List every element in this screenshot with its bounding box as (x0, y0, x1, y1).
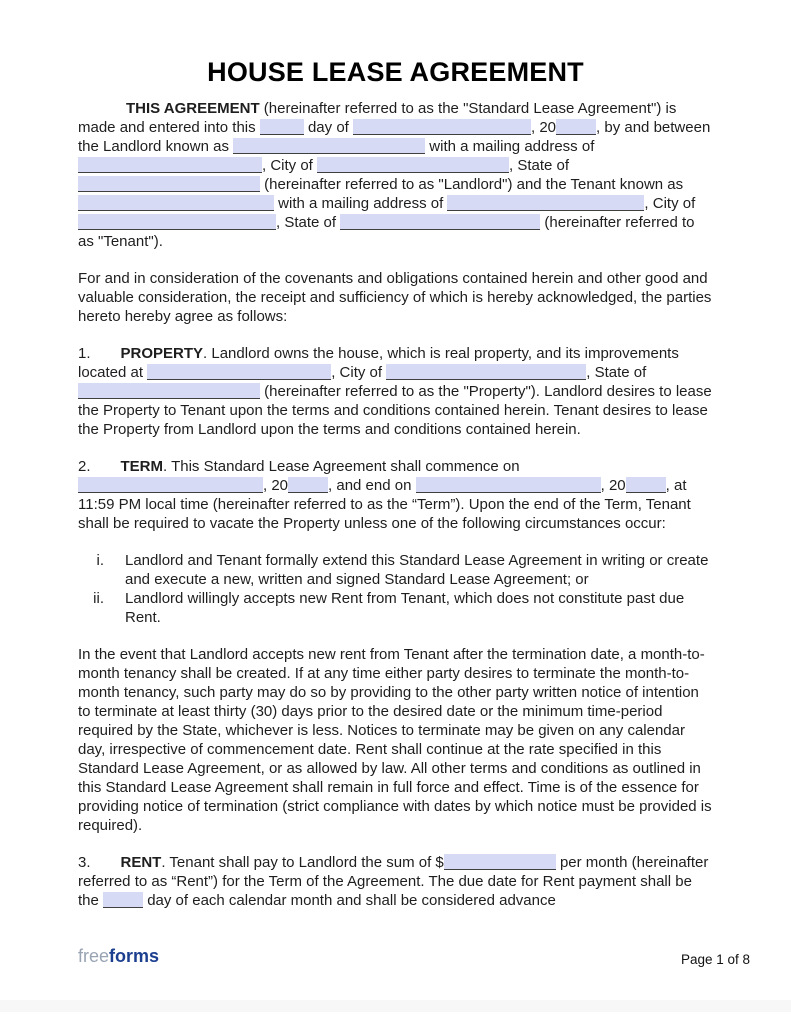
form-blank-field[interactable] (78, 195, 274, 211)
list-item (78, 589, 713, 627)
tab-space (91, 470, 121, 471)
consideration-paragraph: For and in consideration of the covenants and obligations contained herein and other good and valuable consideration, the receipt and sufficiency of which is hereby acknowledged, the parties hereto hereby agree as follows: (78, 270, 712, 325)
term-circumstances-list (78, 551, 713, 627)
bold-text: PROPERTY (120, 345, 204, 362)
document-title: HOUSE LEASE AGREEMENT (207, 57, 584, 87)
form-blank-field[interactable] (260, 119, 304, 135)
form-blank-field[interactable] (626, 477, 666, 493)
bold-text: THIS AGREEMENT (126, 100, 260, 117)
form-blank-field[interactable] (78, 214, 276, 230)
form-blank-field[interactable] (317, 157, 509, 173)
document-body (78, 99, 713, 910)
freeforms-logo (78, 946, 159, 966)
page-number-label: Page 1 of 8 (680, 952, 750, 967)
form-blank-field[interactable] (78, 157, 262, 173)
form-blank-field[interactable] (444, 854, 556, 870)
bold-text: TERM (120, 458, 164, 475)
section-3-rent: 3. RENT. Tenant shall pay to Landlord the sum of $ per month (hereinafter referred to as “Rent”) for the Term of the Agreement. The due date for Rent payment shall be the day of each calendar month and shall be considered advance (78, 854, 709, 909)
form-blank-field[interactable] (288, 477, 328, 493)
form-blank-field[interactable] (103, 892, 143, 908)
form-blank-field[interactable] (147, 364, 331, 380)
form-blank-field[interactable] (447, 195, 644, 211)
list-item-text: Landlord and Tenant formally extend this Standard Lease Agreement in writing or create and execute a new, written and signed Standard Lease Agreement; or (125, 552, 709, 588)
bold-text: RENT (120, 854, 162, 871)
tab-space (91, 357, 121, 358)
form-blank-field[interactable] (416, 477, 601, 493)
logo-word-free: free (78, 946, 110, 966)
form-blank-field[interactable] (78, 477, 263, 493)
form-blank-field[interactable] (353, 119, 531, 135)
section-2-term: 2. TERM. This Standard Lease Agreement shall commence on , 20 , and end on , 20 , at 11:59 PM local time (hereinafter referred to as the “Term”). Upon the end of the Term, Tenant shall be required to vacate the Property unless one of the following circumstances occur: (78, 458, 691, 532)
section-1-property: 1. PROPERTY. Landlord owns the house, which is real property, and its improvements located at , City of , State of (hereinafter referred to as the "Property"). Landlord desires to lease the Property to Tenant upon the terms and conditions contained herein. Tenant desires to lease the Property from Landlord upon the terms and conditions contained herein. (78, 345, 712, 438)
form-blank-field[interactable] (78, 383, 260, 399)
list-item-text: Landlord willingly accepts new Rent from Tenant, which does not constitute past due Rent. (125, 590, 685, 626)
month-to-month-paragraph: In the event that Landlord accepts new rent from Tenant after the termination date, a month-to-month tenancy shall be created. If at any time either party desires to terminate the month-to-month tenancy, such party may do so by providing to the other party written notice of intention to terminate at least thirty (30) days prior to the desired date or the minimum time-period required by the State, whichever is less. Notices to terminate may be given on any calendar day, irrespective of commencement date. Rent shall continue at the rate specified in this Standard Lease Agreement, or as allowed by law. All other terms and conditions as outlined in this Standard Lease Agreement shall remain in full force and effect. Time is of the essence for providing notice of termination (strict compliance with dates by which notice must be provided is required). (78, 646, 712, 834)
form-blank-field[interactable] (386, 364, 586, 380)
logo-word-forms: forms (109, 946, 160, 966)
list-item (78, 551, 713, 589)
page-edge-strip (0, 1000, 791, 1012)
list-marker: i. (96, 552, 104, 569)
form-blank-field[interactable] (556, 119, 596, 135)
tab-space (91, 866, 121, 867)
list-marker: ii. (93, 590, 104, 607)
form-blank-field[interactable] (233, 138, 425, 154)
form-blank-field[interactable] (340, 214, 540, 230)
form-blank-field[interactable] (78, 176, 260, 192)
page-footer (78, 946, 750, 967)
intro-paragraph: THIS AGREEMENT (hereinafter referred to as the "Standard Lease Agreement") is made and entered into this day of , 20 , by and between the Landlord known as with a mailing address of , City of , State of (hereinafter referred to as "Landlord") and the Tenant known as with a mailing address of , City of , State of (hereinafter referred to as "Tenant"). (78, 100, 711, 250)
